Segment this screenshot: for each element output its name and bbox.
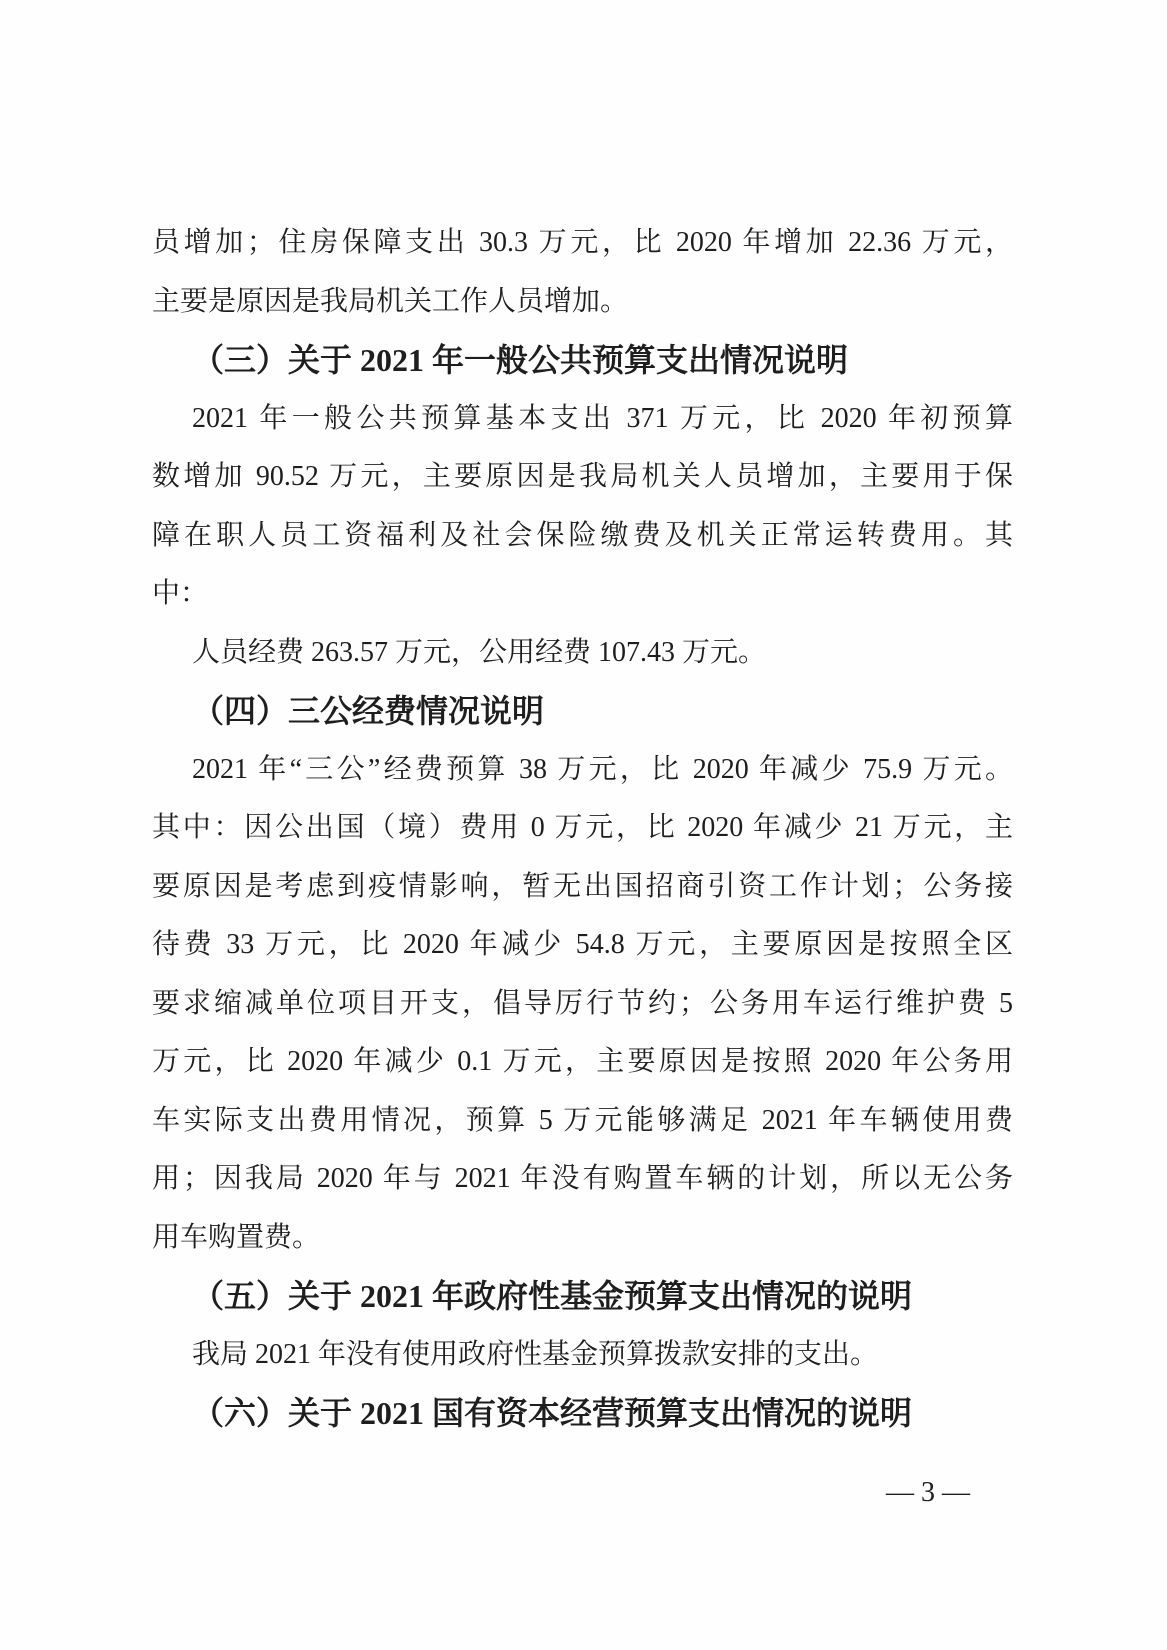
page-number: — 3 — [886,1477,970,1508]
section-heading: （五）关于 2021 年政府性基金预算支出情况的说明 [192,1278,913,1314]
text-line: 人员经费 263.57 万元，公用经费 107.43 万元。 [192,636,767,668]
section-heading: （四）三公经费情况说明 [192,693,545,729]
text-line: 中： [152,578,209,609]
text-line: 2021 年“三公”经费预算 38 万元，比 2020 年减少 75.9 万元。 [192,753,1013,785]
text-line: 数增加 90.52 万元，主要原因是我局机关人员增加，主要用于保 [152,461,1013,492]
text-line: 要求缩减单位项目开支，倡导厉行节约；公务用车运行维护费 5 [152,987,1013,1019]
text-line: 待费 33 万元，比 2020 年减少 54.8 万元，主要原因是按照全区 [152,929,1013,960]
text-line: 车实际支出费用情况，预算 5 万元能够满足 2021 年车辆使用费 [152,1104,1013,1136]
section-heading: （六）关于 2021 国有资本经营预算支出情况的说明 [192,1395,913,1431]
section-heading: （三）关于 2021 年一般公共预算支出情况说明 [192,342,849,378]
text-line: 用车购置费。 [152,1221,321,1253]
text-line: 主要是原因是我局机关工作人员增加。 [152,285,629,317]
text-line: 要原因是考虑到疫情影响，暂无出国招商引资工作计划；公务接 [152,870,1013,902]
text-line: 障在职人员工资福利及社会保险缴费及机关正常运转费用。其 [152,519,1013,551]
text-line: 其中：因公出国（境）费用 0 万元，比 2020 年减少 21 万元，主 [152,812,1013,843]
text-line: 我局 2021 年没有使用政府性基金预算拨款安排的支出。 [192,1338,879,1370]
document-body [152,214,1013,1443]
text-line: 2021 年一般公共预算基本支出 371 万元，比 2020 年初预算 [192,402,1013,434]
text-line: 用；因我局 2020 年与 2021 年没有购置车辆的计划，所以无公务 [152,1163,1013,1194]
text-line: 万元，比 2020 年减少 0.1 万元，主要原因是按照 2020 年公务用 [152,1046,1013,1077]
text-line: 员增加；住房保障支出 30.3 万元，比 2020 年增加 22.36 万元， [152,227,1013,258]
